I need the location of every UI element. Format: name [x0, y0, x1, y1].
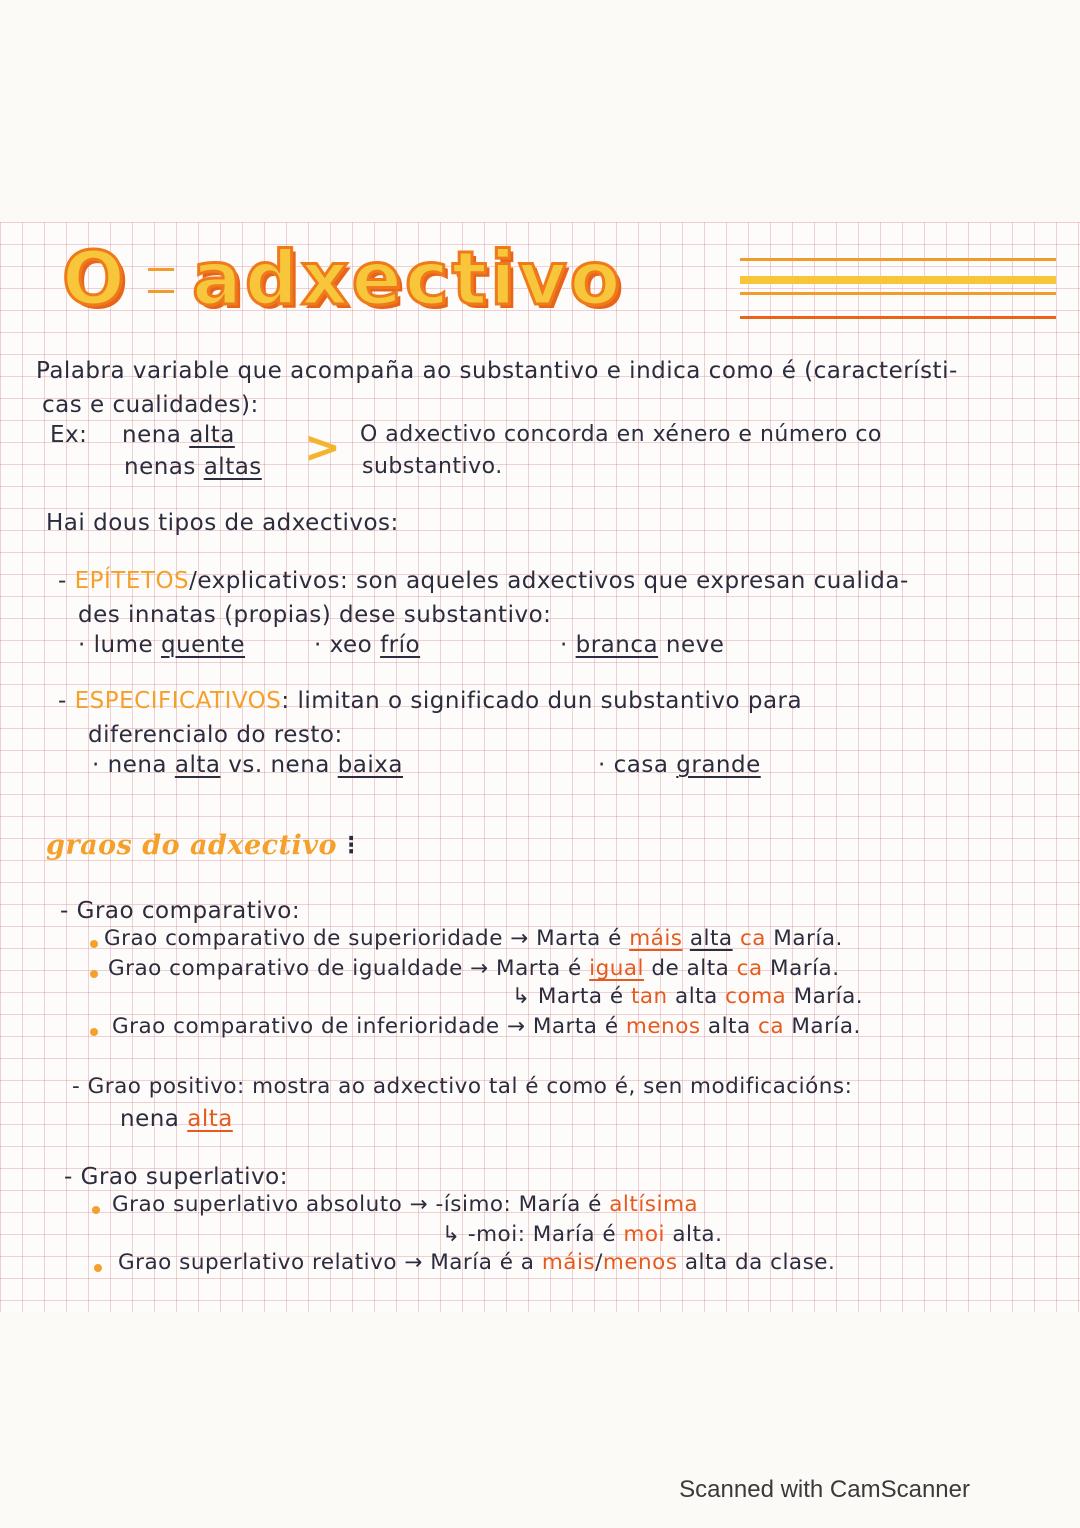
example-line: · branca neve [560, 632, 725, 658]
title-underline-left [148, 268, 174, 271]
superlativo-relativo: Grao superlativo relativo → María é a máis/menos alta da clase. [118, 1250, 836, 1275]
example-label: Ex: [50, 422, 88, 448]
title-article: O [62, 236, 128, 322]
graos-heading: graos do adxectivo ⁝ [46, 830, 357, 861]
bullet-icon [92, 1206, 100, 1214]
intro-line: Palabra variable que acompaña ao substantivo e indica como é (característi- [36, 358, 958, 384]
example-line: nena alta [122, 422, 235, 448]
example-line: · lume quente [78, 632, 246, 658]
comparativo-superioridade: Grao comparativo de superioridade → Marta é máis alta ca María. [104, 926, 843, 951]
example-line: nenas altas [124, 454, 262, 480]
epitetos-line: des innatas (propias) dese substantivo: [78, 602, 552, 628]
comparativo-inferioridade: Grao comparativo de inferioridade → Marta é menos alta ca María. [112, 1014, 861, 1039]
types-heading: Hai dous tipos de adxectivos: [46, 510, 399, 536]
especificativos-label: ESPECIFICATIVOS [74, 688, 282, 714]
superlativo-absoluto-alt: ↳ -moi: María é moi alta. [442, 1222, 723, 1247]
epitetos-line: - EPÍTETOS/explicativos: son aqueles adxectivos que expresan cualida- [58, 568, 909, 594]
especificativos-line: - ESPECIFICATIVOS: limitan o significado dun substantivo para [58, 688, 803, 714]
especificativos-line: diferencialo do resto: [88, 722, 343, 748]
superlativo-title: - Grao superlativo: [64, 1164, 288, 1190]
concord-note: O adxectivo concorda en xénero e número co [360, 422, 882, 447]
epitetos-label: EPÍTETOS [74, 568, 190, 594]
comparativo-title: - Grao comparativo: [60, 898, 301, 924]
concord-note: substantivo. [362, 454, 503, 479]
title-decoration-line [740, 292, 1056, 295]
title-decoration-line [740, 258, 1056, 261]
comparativo-igualdade-alt: ↳ Marta é tan alta coma María. [512, 984, 864, 1009]
title-word: adxectivo [192, 236, 624, 322]
bullet-icon [90, 940, 98, 948]
example-line: · nena alta vs. nena baixa [92, 752, 403, 778]
bullet-icon [90, 970, 98, 978]
scanner-watermark: Scanned with CamScanner [679, 1476, 970, 1503]
example-line: · casa grande [598, 752, 761, 778]
comparativo-igualdade: Grao comparativo de igualdade → Marta é igual de alta ca María. [108, 956, 840, 981]
example-line: · xeo frío [314, 632, 421, 658]
title-decoration-line [740, 316, 1056, 319]
example-line: nena alta [120, 1106, 233, 1132]
title-decoration-line [740, 276, 1056, 284]
chevron-right-icon: > [304, 422, 341, 473]
title-underline-left [148, 290, 174, 293]
positivo-line: - Grao positivo: mostra ao adxectivo tal é como é, sen modificacións: [72, 1074, 853, 1099]
bullet-icon [94, 1264, 102, 1272]
bullet-icon [90, 1028, 98, 1036]
superlativo-absoluto: Grao superlativo absoluto → -ísimo: María é altísima [112, 1192, 699, 1217]
intro-line: cas e cualidades): [42, 392, 259, 418]
